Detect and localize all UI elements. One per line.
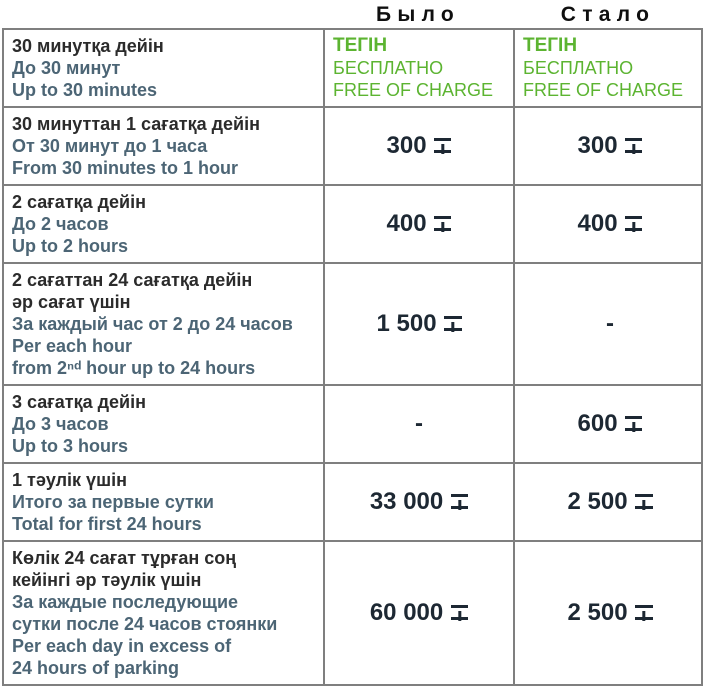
price-cell-was [325, 30, 515, 106]
description-line-en: from 2ⁿᵈ hour up to 24 hours [12, 358, 256, 378]
tenge-currency-icon [434, 216, 451, 232]
row-description [4, 542, 325, 684]
description-line-ru: До 30 минут [12, 58, 121, 78]
price-cell-was [325, 464, 515, 540]
column-headers [2, 1, 703, 28]
price-amount: 1 500 [376, 310, 437, 337]
free-of-charge-line: FREE OF CHARGE [523, 80, 684, 100]
price-amount: 2 500 [567, 599, 628, 626]
table-row [4, 262, 701, 384]
row-description [4, 30, 325, 106]
tenge-currency-icon [451, 605, 468, 621]
description-line-ru: От 30 минут до 1 часа [12, 136, 208, 156]
description-line-kk: 2 сағаттан 24 сағатқа дейін [12, 270, 253, 290]
price-cell-became [515, 186, 705, 262]
free-of-charge-line: FREE OF CHARGE [333, 80, 494, 100]
free-of-charge-line: БЕСПЛАТНО [333, 58, 444, 78]
price-amount: 300 [577, 132, 618, 159]
tenge-currency-icon [625, 138, 642, 154]
no-value-dash: - [415, 410, 423, 437]
free-of-charge-line: БЕСПЛАТНО [523, 58, 634, 78]
price-cell-became [515, 542, 705, 684]
table-row [4, 30, 701, 106]
price-amount: 33 000 [369, 488, 444, 515]
price-amount: 2 500 [567, 488, 628, 515]
table-row [4, 540, 701, 684]
description-line-en: Up to 2 hours [12, 236, 128, 256]
description-line-en: Per each hour [12, 336, 133, 356]
price-amount: 300 [386, 132, 427, 159]
description-line-en: Per each day in excess of [12, 636, 232, 656]
price-cell-was [325, 186, 515, 262]
description-line-ru: За каждые последующие [12, 592, 239, 612]
no-value-dash: - [606, 310, 614, 337]
description-line-ru: сутки после 24 часов стоянки [12, 614, 278, 634]
price-cell-was [325, 386, 515, 462]
price-cell-became [515, 386, 705, 462]
row-description [4, 108, 325, 184]
row-description [4, 464, 325, 540]
tenge-currency-icon [434, 138, 451, 154]
table-row [4, 384, 701, 462]
description-line-en: Up to 30 minutes [12, 80, 158, 100]
description-line-ru: До 2 часов [12, 214, 109, 234]
price-amount: 600 [577, 410, 618, 437]
price-cell-became [515, 30, 705, 106]
table-row [4, 462, 701, 540]
price-cell-became [515, 108, 705, 184]
description-line-ru: Итого за первые сутки [12, 492, 214, 512]
row-description [4, 186, 325, 262]
tariff-table [2, 28, 703, 686]
description-line-kk: 2 сағатқа дейін [12, 192, 146, 212]
price-cell-was [325, 542, 515, 684]
tenge-currency-icon [451, 494, 468, 510]
tenge-currency-icon [625, 416, 642, 432]
description-line-kk: 3 сағатқа дейін [12, 392, 146, 412]
description-line-ru: За каждый час от 2 до 24 часов [12, 314, 293, 334]
price-cell-was [325, 108, 515, 184]
column-header-became: Стало [560, 2, 656, 26]
description-line-kk: кейінгі әр тәулік үшін [12, 570, 202, 590]
tenge-currency-icon [625, 216, 642, 232]
table-row [4, 106, 701, 184]
description-line-kk: 30 минутқа дейін [12, 36, 164, 56]
description-line-kk: Көлік 24 сағат тұрған соң [12, 548, 237, 568]
description-line-en: Total for first 24 hours [12, 514, 202, 534]
row-description [4, 264, 325, 384]
tenge-currency-icon [635, 605, 652, 621]
description-line-en: From 30 minutes to 1 hour [12, 158, 239, 178]
description-line-ru: До 3 часов [12, 414, 109, 434]
row-description [4, 386, 325, 462]
tenge-currency-icon [444, 316, 461, 332]
description-line-kk: 30 минуттан 1 сағатқа дейін [12, 114, 260, 134]
price-cell-became [515, 264, 705, 384]
description-line-en: 24 hours of parking [12, 658, 180, 678]
description-line-en: Up to 3 hours [12, 436, 128, 456]
tenge-currency-icon [635, 494, 652, 510]
column-header-was: Было [375, 2, 461, 26]
free-of-charge-line: ТЕГІН [523, 35, 578, 56]
price-cell-was [325, 264, 515, 384]
price-amount: 400 [386, 210, 427, 237]
price-amount: 400 [577, 210, 618, 237]
description-line-kk: әр сағат үшін [12, 292, 131, 312]
price-amount: 60 000 [369, 599, 444, 626]
price-cell-became [515, 464, 705, 540]
table-row [4, 184, 701, 262]
free-of-charge-line: ТЕГІН [333, 35, 388, 56]
description-line-kk: 1 тәулік үшін [12, 470, 127, 490]
